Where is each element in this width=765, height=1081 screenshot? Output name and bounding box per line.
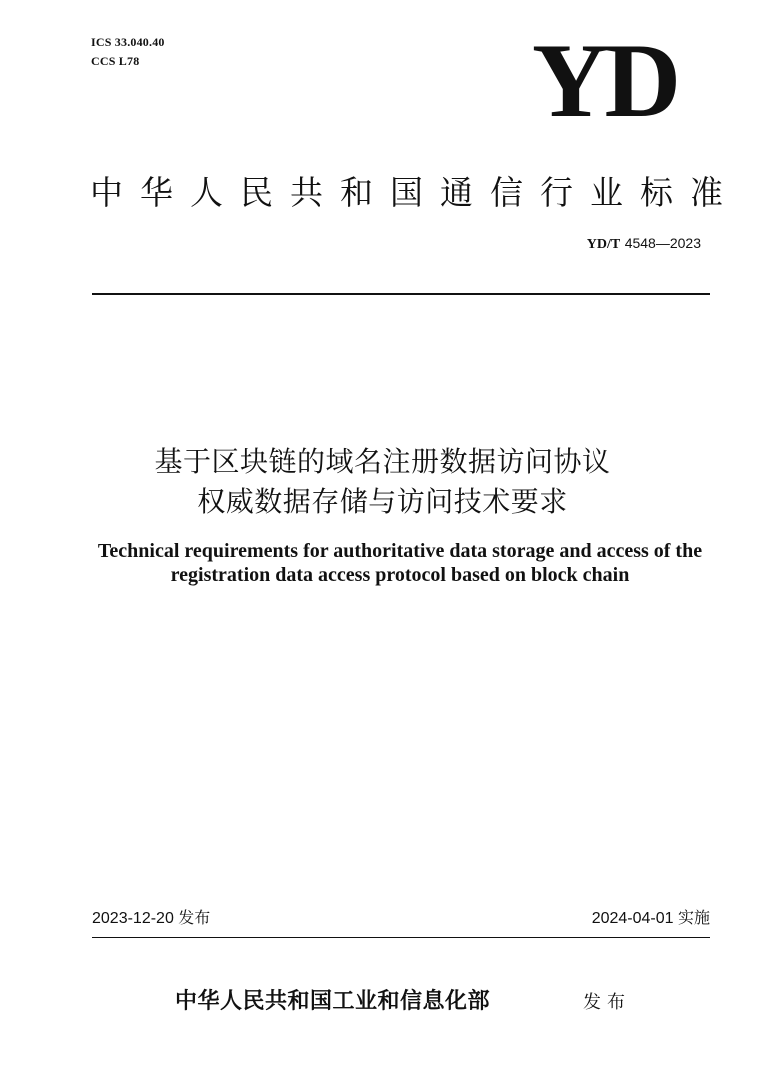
english-title-line-1: Technical requirements for authoritative data storage and access of the	[97, 540, 703, 562]
chinese-title-line-1: 基于区块链的域名注册数据访问协议	[154, 445, 611, 478]
chinese-title-line-2: 权威数据存储与访问技术要求	[197, 485, 568, 518]
issue-date: 2023-12-20 发布	[92, 910, 211, 927]
standard-number-prefix: YD/T	[586, 237, 621, 252]
yd-logo: YD	[531, 22, 678, 139]
publish-label: 发布	[583, 992, 631, 1013]
top-divider	[92, 293, 710, 295]
standard-category-title: 中华人民共和国通信行业标准	[90, 173, 740, 212]
publisher-name: 中华人民共和国工业和信息化部	[175, 988, 491, 1014]
ics-code: ICS 33.040.40	[91, 35, 165, 49]
bottom-divider	[92, 937, 710, 938]
standard-number	[587, 235, 701, 253]
implementation-date: 2024-04-01 实施	[591, 910, 710, 927]
ccs-code: CCS L78	[91, 54, 140, 68]
standard-number-value: 4548—2023	[624, 235, 701, 251]
english-title-line-2: registration data access protocol based on block chain	[170, 564, 630, 586]
